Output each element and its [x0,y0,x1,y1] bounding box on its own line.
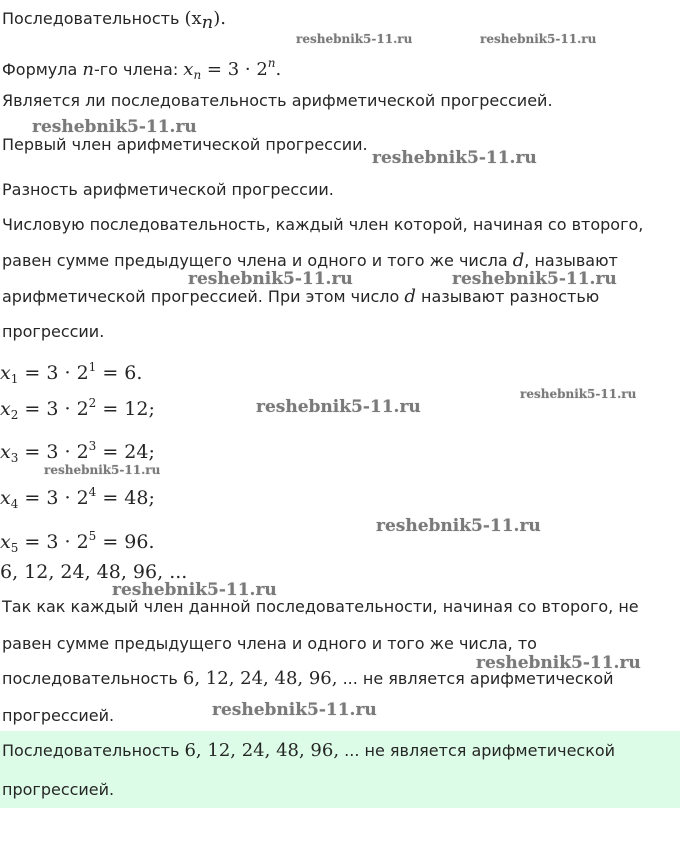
difference-line: Разность арифметической прогрессии. [2,180,334,199]
watermark: reshebnik5-11.ru [188,269,353,289]
answer-line-2: прогрессией. [2,780,115,799]
watermark: reshebnik5-11.ru [452,269,617,289]
watermark: reshebnik5-11.ru [372,148,537,168]
equation-x5: $x_5 = 3 \cdot 2^5 = 96$. [0,529,155,555]
watermark: reshebnik5-11.ru [44,463,161,477]
conclusion-line-3: последовательность 6, 12, 24, 48, 96, ... не является арифметической [2,668,614,689]
definition-line-3: арифметической прогрессией. При этом число d называют разностью [2,286,600,307]
nth-term-formula: Формула n-го члена: $x_n = 3 \cdot 2^n$. [2,56,282,82]
watermark: reshebnik5-11.ru [112,580,277,600]
equation-x2: $x_2 = 3 \cdot 2^2 = 12$; [0,396,155,422]
sequence-values: 6, 12, 24, 48, 96, ... [0,561,188,583]
equation-x1: $x_1 = 3 \cdot 2^1 = 6$. [0,360,143,386]
definition-line-1: Числовую последовательность, каждый член которой, начиная со второго, [2,215,644,234]
watermark: reshebnik5-11.ru [256,397,421,417]
question-line: Является ли последовательность арифметической прогрессией. [2,91,553,110]
sequence-title: Последовательность $(x_n)$. [2,8,227,33]
conclusion-line-1: Так как каждый член данной последовательности, начиная со второго, не [2,597,639,616]
equation-x3: $x_3 = 3 \cdot 2^3 = 24$; [0,439,155,465]
first-term-line: Первый член арифметической прогрессии. [2,135,368,154]
watermark: reshebnik5-11.ru [212,700,377,720]
watermark: reshebnik5-11.ru [296,32,413,46]
definition-line-4: прогрессии. [2,322,105,341]
watermark: reshebnik5-11.ru [32,117,197,137]
equation-x4: $x_4 = 3 \cdot 2^4 = 48$; [0,485,155,511]
definition-line-2: равен сумме предыдущего члена и одного и того же числа d, называют [2,250,618,271]
watermark: reshebnik5-11.ru [376,516,541,536]
watermark: reshebnik5-11.ru [520,387,637,401]
answer-line-1: Последовательность 6, 12, 24, 48, 96, ... не является арифметической [2,740,616,761]
conclusion-line-2: равен сумме предыдущего члена и одного и того же числа, то [2,634,537,653]
conclusion-line-4: прогрессией. [2,706,115,725]
watermark: reshebnik5-11.ru [476,653,641,673]
watermark: reshebnik5-11.ru [480,32,597,46]
